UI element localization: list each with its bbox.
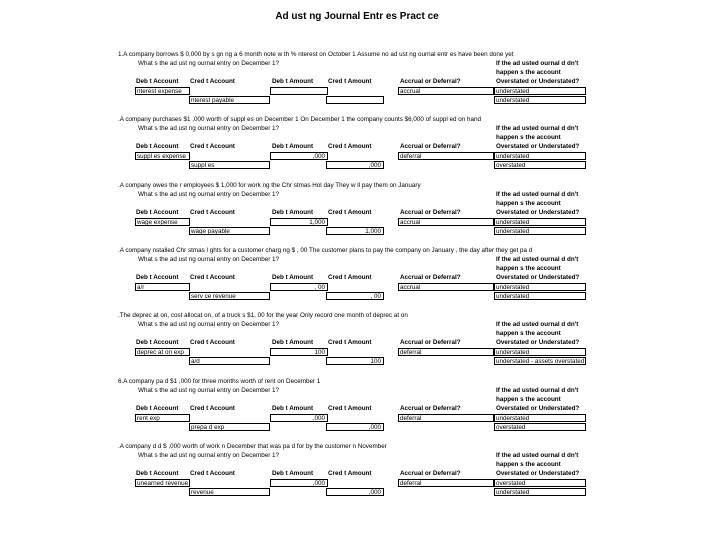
debit-account-header: Deb t Account: [136, 143, 179, 150]
if-header-line1: If the ad usted ournal d dn't: [496, 191, 579, 198]
credit-amount-field[interactable]: ,000: [326, 161, 384, 169]
accrual-deferral-field[interactable]: deferral: [398, 414, 494, 422]
credit-amount-header: Cred t Amount: [328, 405, 372, 412]
question-text: .A company nstalled Chr stmas l ghts for a customer charg ng $ , 00 The customer plans to pay the company on January , the day after they get pa d: [118, 247, 533, 254]
debit-amount-header: Deb t Amount: [272, 274, 314, 281]
debit-account-header: Deb t Account: [136, 339, 179, 346]
debit-amount-header: Deb t Amount: [272, 339, 314, 346]
accrual-deferral-field[interactable]: accrual: [398, 218, 494, 226]
debit-account-field[interactable]: a/r: [135, 283, 190, 291]
credit-account-field[interactable]: suppl es: [189, 161, 270, 169]
credit-account-header: Cred t Account: [190, 143, 235, 150]
debit-status-field[interactable]: understated: [494, 87, 586, 95]
credit-status-field[interactable]: understated: [494, 227, 586, 235]
debit-amount-header: Deb t Amount: [272, 470, 314, 477]
debit-amount-field[interactable]: [270, 87, 328, 95]
debit-account-header: Deb t Account: [136, 209, 179, 216]
if-header-line1: If the ad usted ournal d dn't: [496, 321, 579, 328]
credit-amount-field[interactable]: , 00: [326, 292, 384, 300]
debit-amount-header: Deb t Amount: [272, 209, 314, 216]
debit-amount-field[interactable]: ,000: [270, 152, 328, 160]
debit-status-field[interactable]: overstated: [494, 479, 586, 487]
credit-account-field[interactable]: nterest payable: [189, 96, 270, 104]
debit-status-field[interactable]: understated: [494, 348, 586, 356]
question-text: .A company d d $ ,000 worth of work n December that was pa d for by the customer n November: [118, 443, 387, 450]
debit-account-field[interactable]: rent exp: [135, 414, 190, 422]
if-header-line2: happen s the account: [496, 265, 561, 272]
debit-amount-header: Deb t Amount: [272, 405, 314, 412]
if-header-line2: happen s the account: [496, 396, 561, 403]
credit-amount-field[interactable]: ,000: [326, 488, 384, 496]
prompt-text: What s the ad ust ng ournal entry on December 1?: [138, 191, 280, 198]
credit-account-field[interactable]: revenue: [189, 488, 270, 496]
credit-status-field[interactable]: understated: [494, 488, 586, 496]
question-text: .A company purchases $1 ,000 worth of suppl es on December 1 On December 1 the company counts $6,000 of suppl ed on hand: [118, 116, 481, 123]
debit-status-field[interactable]: understated: [494, 414, 586, 422]
credit-account-field[interactable]: serv ce revenue: [189, 292, 270, 300]
debit-status-field[interactable]: understated: [494, 152, 586, 160]
accrual-deferral-header: Accrual or Deferral?: [400, 143, 461, 150]
credit-account-header: Cred t Account: [190, 470, 235, 477]
debit-amount-field[interactable]: , 00: [270, 283, 328, 291]
credit-account-field[interactable]: a/d: [189, 357, 270, 365]
credit-amount-field[interactable]: 100: [326, 357, 384, 365]
prompt-text: What s the ad ust ng ournal entry on December 1?: [138, 387, 280, 394]
question-text: .A company owes the r employees $ 1,000 for work ng the Chr stmas Hol day They w ll pay them on January: [118, 182, 421, 189]
prompt-text: What s the ad ust ng ournal entry on December 1?: [138, 256, 280, 263]
credit-account-header: Cred t Account: [190, 274, 235, 281]
if-header-line2: happen s the account: [496, 461, 561, 468]
credit-status-field[interactable]: understated: [494, 96, 586, 104]
question-text: .The deprec at on, cost allocat on, of a truck s $1, 00 for the year Only record one month of deprec at on: [118, 312, 408, 319]
credit-account-header: Cred t Account: [190, 78, 235, 85]
accrual-deferral-header: Accrual or Deferral?: [400, 209, 461, 216]
page-title: Ad ust ng Journal Entr es Pract ce: [275, 11, 439, 22]
debit-status-field[interactable]: understated: [494, 283, 586, 291]
debit-account-header: Deb t Account: [136, 470, 179, 477]
question-text: 1.A company borrows $ 0,000 by s gn ng a 6 month note w th % nterest on October 1 Assume no ad ust ng ournal entr es have been done yet: [118, 51, 514, 58]
debit-account-field[interactable]: wage expense: [135, 218, 190, 226]
if-header-line1: If the ad usted ournal d dn't: [496, 452, 579, 459]
credit-amount-header: Cred t Amount: [328, 274, 372, 281]
over-under-header: Overstated or Understated?: [496, 274, 580, 281]
credit-account-field[interactable]: prepa d exp: [189, 423, 270, 431]
over-under-header: Overstated or Understated?: [496, 470, 580, 477]
if-header-line2: happen s the account: [496, 200, 561, 207]
accrual-deferral-header: Accrual or Deferral?: [400, 78, 461, 85]
if-header-line1: If the ad usted ournal d dn't: [496, 60, 579, 67]
over-under-header: Overstated or Understated?: [496, 143, 580, 150]
if-header-line1: If the ad usted ournal d dn't: [496, 256, 579, 263]
debit-amount-header: Deb t Amount: [272, 143, 314, 150]
credit-status-field[interactable]: overstated: [494, 423, 586, 431]
credit-amount-header: Cred t Amount: [328, 339, 372, 346]
prompt-text: What s the ad ust ng ournal entry on December 1?: [138, 321, 280, 328]
debit-amount-field[interactable]: ,000: [270, 414, 328, 422]
if-header-line1: If the ad usted ournal d dn't: [496, 125, 579, 132]
accrual-deferral-header: Accrual or Deferral?: [400, 470, 461, 477]
accrual-deferral-field[interactable]: accrual: [398, 87, 494, 95]
credit-amount-field[interactable]: 1,000: [326, 227, 384, 235]
debit-amount-field[interactable]: 1,000: [270, 218, 328, 226]
credit-account-header: Cred t Account: [190, 339, 235, 346]
credit-status-field[interactable]: understated: [494, 292, 586, 300]
prompt-text: What s the ad ust ng ournal entry on December 1?: [138, 125, 280, 132]
over-under-header: Overstated or Understated?: [496, 339, 580, 346]
debit-account-header: Deb t Account: [136, 405, 179, 412]
question-text: 6.A company pa d $1 ,000 for three months worth of rent on December 1: [118, 378, 321, 385]
over-under-header: Overstated or Understated?: [496, 209, 580, 216]
credit-amount-header: Cred t Amount: [328, 209, 372, 216]
debit-amount-field[interactable]: 100: [270, 348, 328, 356]
accrual-deferral-header: Accrual or Deferral?: [400, 274, 461, 281]
debit-account-field[interactable]: unearned revenue: [137, 480, 189, 487]
debit-account-field[interactable]: suppl es expense: [135, 152, 190, 160]
accrual-deferral-field[interactable]: deferral: [398, 348, 494, 356]
if-header-line2: happen s the account: [496, 69, 561, 76]
credit-amount-header: Cred t Amount: [328, 78, 372, 85]
debit-account-field[interactable]: deprec at on exp: [135, 348, 190, 356]
prompt-text: What s the ad ust ng ournal entry on December 1?: [138, 60, 280, 67]
debit-amount-header: Deb t Amount: [272, 78, 314, 85]
debit-account-field[interactable]: nterest expense: [135, 87, 190, 95]
credit-account-field[interactable]: wage payable: [189, 227, 270, 235]
accrual-deferral-field[interactable]: accrual: [398, 283, 494, 291]
credit-amount-header: Cred t Amount: [328, 143, 372, 150]
credit-amount-header: Cred t Amount: [328, 470, 372, 477]
credit-amount-field[interactable]: [326, 96, 384, 104]
credit-account-header: Cred t Account: [190, 405, 235, 412]
accrual-deferral-header: Accrual or Deferral?: [400, 405, 461, 412]
accrual-deferral-header: Accrual or Deferral?: [400, 339, 461, 346]
debit-account-header: Deb t Account: [136, 274, 179, 281]
debit-amount-field[interactable]: ,000: [270, 479, 328, 487]
credit-amount-field[interactable]: ,000: [326, 423, 384, 431]
debit-status-field[interactable]: understated: [494, 218, 586, 226]
accrual-deferral-field[interactable]: deferral: [398, 479, 494, 487]
over-under-header: Overstated or Understated?: [496, 78, 580, 85]
accrual-deferral-field[interactable]: deferral: [398, 152, 494, 160]
if-header-line1: If the ad usted ournal d dn't: [496, 387, 579, 394]
if-header-line2: happen s the account: [496, 330, 561, 337]
prompt-text: What s the ad ust ng ournal entry on December 1?: [138, 452, 280, 459]
credit-status-field[interactable]: understated - assets overstated: [496, 358, 585, 365]
if-header-line2: happen s the account: [496, 134, 561, 141]
debit-account-header: Deb t Account: [136, 78, 179, 85]
credit-account-header: Cred t Account: [190, 209, 235, 216]
credit-status-field[interactable]: overstated: [494, 161, 586, 169]
over-under-header: Overstated or Understated?: [496, 405, 580, 412]
